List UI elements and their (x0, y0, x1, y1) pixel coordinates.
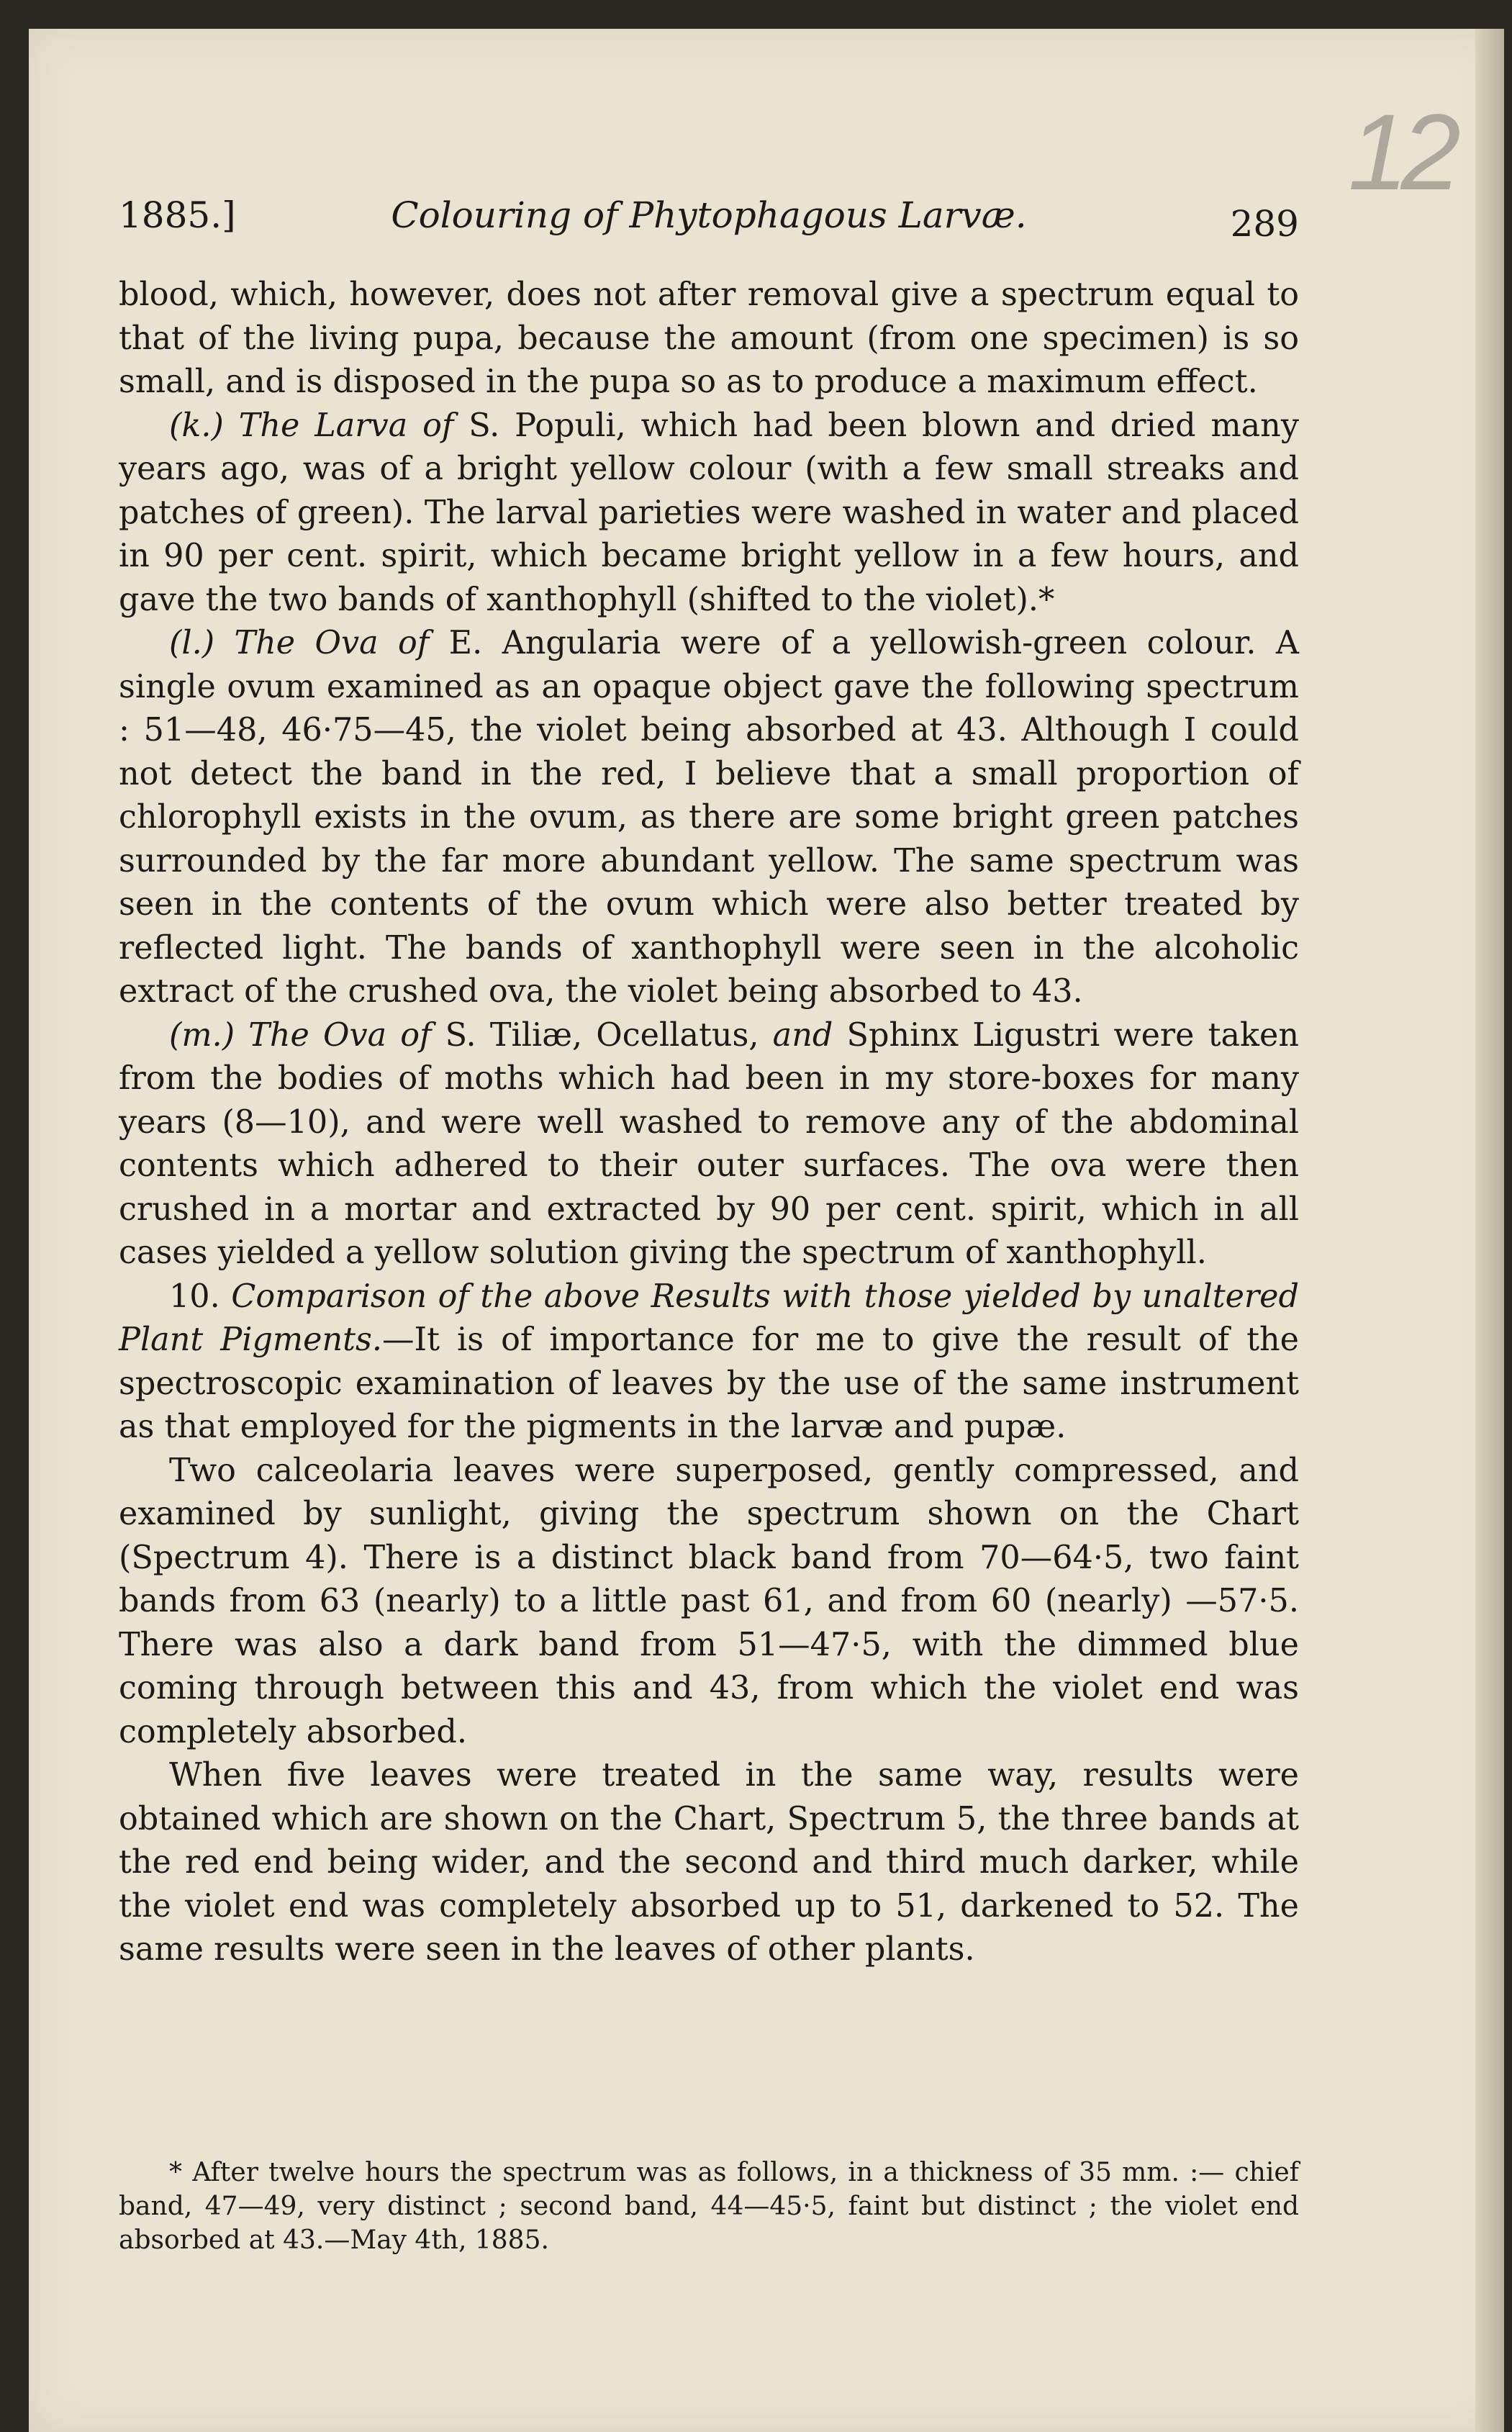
paragraph-m (119, 1014, 1299, 1275)
page-binding-edge (1475, 29, 1504, 2432)
pencil-annotation: 12 (1348, 91, 1454, 212)
body-text (119, 274, 1299, 1972)
paragraph-l-label: (l.) (169, 625, 215, 661)
paragraph-m-label: (m.) (169, 1016, 235, 1054)
paragraph-five-leaves: When five leaves were treated in the same way, results were obtained which are shown on the Chart, Spectrum 5, the three bands at the red end being wider, and the second and third much darker, while the violet end was completely absorbed up to 51, darkened to 52. The same results were seen in the leaves of other plants. (119, 1757, 1299, 1968)
running-header (119, 194, 1299, 252)
paragraph-l (119, 622, 1299, 1014)
paragraph-m-and: and (772, 1016, 833, 1054)
header-year: 1885.] (119, 194, 236, 236)
paragraph-k-label: (k.) (169, 407, 224, 444)
paragraph-m-heading: The Ova of (248, 1016, 432, 1054)
section-10-number: 10. (169, 1278, 220, 1315)
footnote (119, 2156, 1299, 2257)
paragraph-m-text-b: Sphinx Ligustri were taken from the bodies of moths which had been in my store-boxes for many years (8—10), and were well washed to remove any of the abdominal contents which adhered to their outer surfaces. The ova were then crushed in a mortar and extracted by 90 per cent. spirit, which in all cases yielded a yellow solution giving the spectrum of xanthophyll. (119, 1016, 1299, 1271)
page-number: 289 (1230, 203, 1299, 245)
paragraph-m-text-a: S. Tiliæ, Ocellatus, (445, 1016, 759, 1054)
paragraph-k-text: S. Populi, which had been blown and dried many years ago, was of a bright yellow colour (with a few small streaks and patches of green). The larval parieties were washed in water and placed in 90 per cent. spirit, which became bright yellow in a few hours, and gave the two bands of xanthophyll (shifted to the violet).* (119, 407, 1299, 618)
header-title: Colouring of Phytophagous Larvæ. (391, 194, 1027, 236)
paragraph-calceolaria: Two calceolaria leaves were superposed, gently compressed, and examined by sunlight, giving the spectrum shown on the Chart (Spectrum 4). There is a distinct black band from 70—64·5, two faint bands from 63 (nearly) to a little past 61, and from 60 (nearly) —57·5. There was also a dark band from 51—47·5, with the dimmed blue coming through between this and 43, from which the violet end was completely absorbed. (119, 1452, 1299, 1750)
paragraph-l-text: E. Angularia were of a yellowish-green colour. A single ovum examined as an opaque object gave the following spectrum : 51—48, 46·75—45, the violet being absorbed at 43. Although I could not detect the band in the red, I believe that a small proportion of chlorophyll exists in the ovum, as there are some bright green patches surrounded by the far more abundant yellow. The same spectrum was seen in the contents of the ovum which were also better treated by reflected light. The bands of xanthophyll were seen in the alcoholic extract of the crushed ova, the violet being absorbed to 43. (119, 625, 1299, 1010)
paragraph-1: blood, which, however, does not after removal give a spectrum equal to that of the living pupa, because the amount (from one specimen) is so small, and is disposed in the pupa so as to produce a maximum effect. (119, 276, 1299, 400)
paragraph-k (119, 404, 1299, 623)
paragraph-l-heading: The Ova of (234, 625, 430, 661)
section-10 (119, 1275, 1299, 1450)
footnote-text: * After twelve hours the spectrum was as follows, in a thickness of 35 mm. :— chief band, 47—49, very distinct ; second band, 44—45·5, faint but distinct ; the violet end absorbed at 43.—May 4th, 1885. (119, 2158, 1299, 2255)
book-page (29, 29, 1504, 2432)
section-10-text: —It is of importance for me to give the result of the spectroscopic examination of leaves by the use of the same instrument as that employed for the pigments in the larvæ and pupæ. (119, 1321, 1300, 1445)
section-10-heading: Comparison of the above Results with those yielded by unaltered Plant Pigments. (119, 1278, 1300, 1358)
paragraph-k-heading: The Larva of (238, 407, 454, 444)
